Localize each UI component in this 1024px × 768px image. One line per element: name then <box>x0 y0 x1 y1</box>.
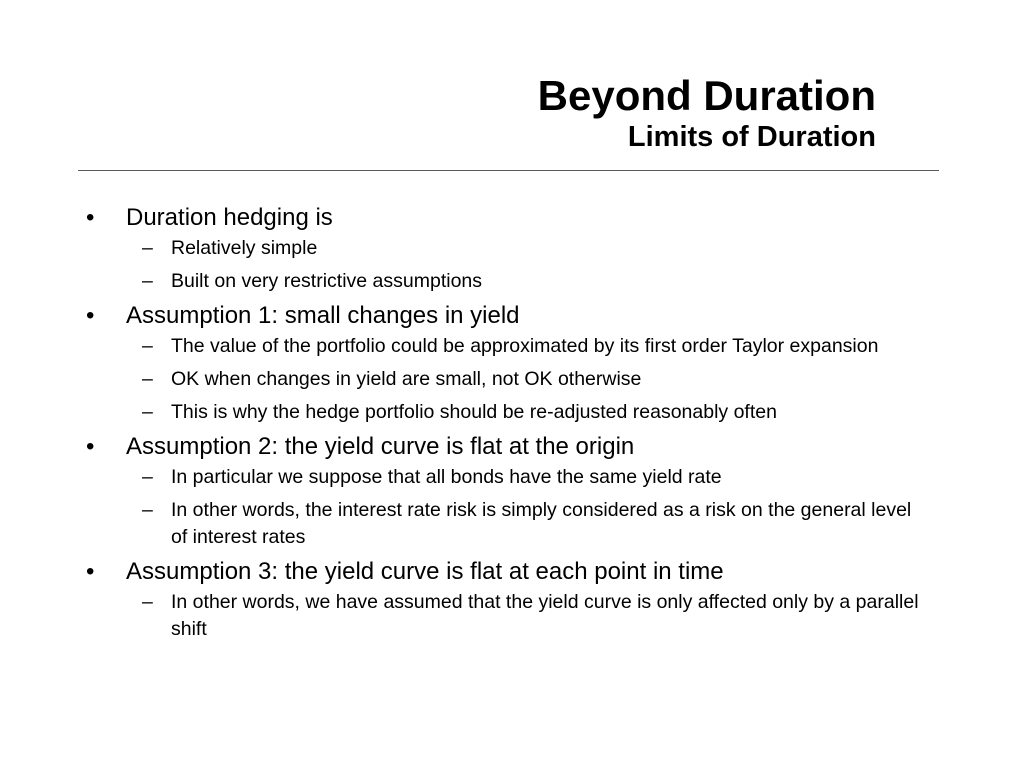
sub-marker: – <box>142 270 153 292</box>
sub-item <box>142 333 926 360</box>
bullet-item <box>86 557 926 587</box>
bullet-text: Assumption 2: the yield curve is flat at the origin <box>126 433 635 460</box>
sub-list <box>86 333 926 426</box>
bullet-marker: • <box>86 433 95 460</box>
sub-marker: – <box>142 466 153 488</box>
sub-item <box>142 399 926 426</box>
slide-title: Beyond Duration <box>537 72 876 119</box>
bullet-text: Assumption 3: the yield curve is flat at each point in time <box>126 558 724 585</box>
bullet-text: Duration hedging is <box>126 204 333 231</box>
sub-text: Relatively simple <box>171 237 318 259</box>
sub-list <box>86 235 926 295</box>
sub-text: In other words, the interest rate risk is simply considered as a risk on the general level of interest rates <box>171 499 912 548</box>
sub-item <box>142 464 926 491</box>
sub-text: In particular we suppose that all bonds have the same yield rate <box>171 466 722 488</box>
sub-marker: – <box>142 237 153 259</box>
bullet-marker: • <box>86 204 95 231</box>
sub-item <box>142 235 926 262</box>
sub-item <box>142 589 926 643</box>
bullet-item <box>86 203 926 233</box>
sub-item <box>142 497 926 551</box>
sub-text: The value of the portfolio could be approximated by its first order Taylor expansion <box>171 335 879 357</box>
sub-item <box>142 268 926 295</box>
sub-text: This is why the hedge portfolio should be re-adjusted reasonably often <box>171 401 777 423</box>
bullet-item <box>86 301 926 331</box>
sub-marker: – <box>142 335 153 357</box>
sub-list <box>86 589 926 643</box>
sub-marker: – <box>142 499 153 521</box>
bullet-item <box>86 432 926 462</box>
sub-marker: – <box>142 401 153 423</box>
slide-title-block <box>538 72 876 154</box>
sub-marker: – <box>142 368 153 390</box>
sub-text: Built on very restrictive assumptions <box>171 270 483 292</box>
sub-marker: – <box>142 591 153 613</box>
sub-text: In other words, we have assumed that the yield curve is only affected only by a parallel shift <box>171 591 919 640</box>
bullet-marker: • <box>86 558 95 585</box>
sub-text: OK when changes in yield are small, not OK otherwise <box>171 368 642 390</box>
sub-list <box>86 464 926 551</box>
slide-subtitle: Limits of Duration <box>627 121 876 153</box>
bullet-marker: • <box>86 302 95 329</box>
sub-item <box>142 366 926 393</box>
bullet-text: Assumption 1: small changes in yield <box>126 302 520 329</box>
title-divider <box>78 170 939 171</box>
bullet-list <box>86 203 926 649</box>
